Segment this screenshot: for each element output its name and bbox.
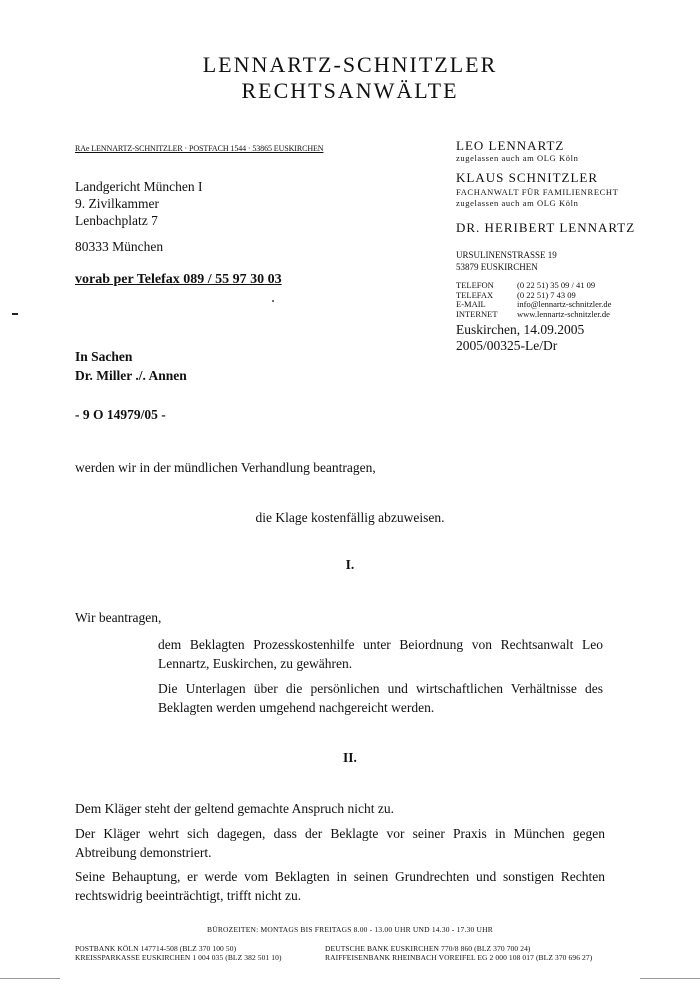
lawyer-note-1: zugelassen auch am OLG Köln: [456, 153, 579, 163]
office-hours: BÜROZEITEN: MONTAGS BIS FREITAGS 8.00 - 13.00 UHR UND 14.30 - 17.30 UHR: [207, 925, 493, 934]
office-street: URSULINENSTRASSE 19: [456, 250, 557, 260]
contact-value: info@lennartz-schnitzler.de: [517, 299, 612, 309]
contact-row-internet: [456, 310, 611, 320]
office-address: [456, 249, 557, 273]
margin-mark: [12, 313, 18, 315]
contact-value: www.lennartz-schnitzler.de: [517, 308, 610, 319]
bank-deutsche-bank: DEUTSCHE BANK EUSKIRCHEN 770/8 860 (BLZ 370 700 24): [325, 944, 531, 953]
firm-name: LENNARTZ-SCHNITZLER: [202, 52, 498, 77]
recipient-street: Lenbachplatz 7: [75, 213, 158, 228]
lawyer-name-1: LEO LENNARTZ: [456, 138, 565, 153]
bank-kreissparkasse: KREISSPARKASSE EUSKIRCHEN 1 004 035 (BLZ 382 501 10): [75, 953, 282, 962]
bank-postbank: POSTBANK KÖLN 147714-508 (BLZ 370 100 50): [75, 944, 237, 953]
wir-beantragen: Wir beantragen,: [75, 610, 162, 625]
motion-text: die Klage kostenfällig abzuweisen.: [255, 510, 445, 525]
bank-details-left: [75, 944, 282, 962]
lawyer-specialty-2: FACHANWALT FÜR FAMILIENRECHT: [456, 187, 619, 197]
sender-return-line: RAe LENNARTZ-SCHNITZLER · POSTFACH 1544 · 53865 EUSKIRCHEN: [75, 144, 324, 153]
office-city: 53879 EUSKIRCHEN: [456, 262, 538, 272]
contact-value: (0 22 51) 35 09 / 41 09: [517, 280, 596, 290]
contact-label: INTERNET: [456, 308, 498, 319]
bank-raiffeisenbank: RAIFFEISENBANK RHEINBACH VOREIFEL EG 2 000 108 017 (BLZ 370 696 27): [325, 953, 593, 962]
scan-artifact-line: [0, 978, 60, 979]
scan-dot: [272, 300, 274, 302]
letter-date: Euskirchen, 14.09.2005: [456, 322, 585, 337]
section-heading-1: I.: [345, 557, 355, 572]
bank-details-right: [325, 944, 592, 962]
fax-note: vorab per Telefax 089 / 55 97 30 03: [75, 272, 282, 287]
section-heading-2: II.: [343, 750, 357, 765]
paragraph-behauptung: Seine Behauptung, er werde vom Beklagten in seinen Grundrechten und sonstigen Rechten rechtswidrig beeinträchtigt, trifft nicht zu.: [75, 869, 605, 903]
contact-value: (0 22 51) 7 43 09: [517, 289, 576, 300]
office-contacts: [456, 281, 611, 319]
paragraph-pkh: dem Beklagten Prozesskostenhilfe unter Beiordnung von Rechtsanwalt Leo Lennartz, Euskirchen, zu gewähren.: [158, 637, 603, 671]
lawyer-name-3: DR. HERIBERT LENNARTZ: [456, 220, 636, 235]
lawyer-note-2: zugelassen auch am OLG Köln: [456, 198, 579, 208]
recipient-city: 80333 München: [75, 239, 164, 254]
lawyer-name-2: KLAUS SCHNITZLER: [456, 170, 599, 185]
contact-label: TELEFON: [456, 280, 494, 290]
contact-label: E-MAIL: [456, 299, 486, 309]
scan-artifact-line: [640, 978, 700, 979]
case-in-sachen: In Sachen: [75, 349, 133, 364]
paragraph-demonstration: Der Kläger wehrt sich dagegen, dass der Beklagte vor seiner Praxis in München gegen Abtreibung demonstriert.: [75, 826, 605, 860]
intro-text: werden wir in der mündlichen Verhandlung beantragen,: [75, 460, 376, 475]
paragraph-unterlagen: Die Unterlagen über die persönlichen und wirtschaftlichen Verhältnisse des Beklagten werden umgehend nachgereicht werden.: [158, 681, 603, 715]
firm-subtitle: RECHTSANWÄLTE: [241, 78, 459, 103]
case-parties: Dr. Miller ./. Annen: [75, 368, 187, 383]
paragraph-anspruch: Dem Kläger steht der geltend gemachte Anspruch nicht zu.: [75, 801, 395, 816]
recipient-chamber: 9. Zivilkammer: [75, 196, 159, 211]
recipient-court: Landgericht München I: [75, 179, 203, 194]
recipient-address: [75, 178, 202, 229]
case-number: - 9 O 14979/05 -: [75, 407, 166, 422]
letter-reference: 2005/00325-Le/Dr: [456, 338, 558, 353]
contact-label: TELEFAX: [456, 289, 494, 300]
